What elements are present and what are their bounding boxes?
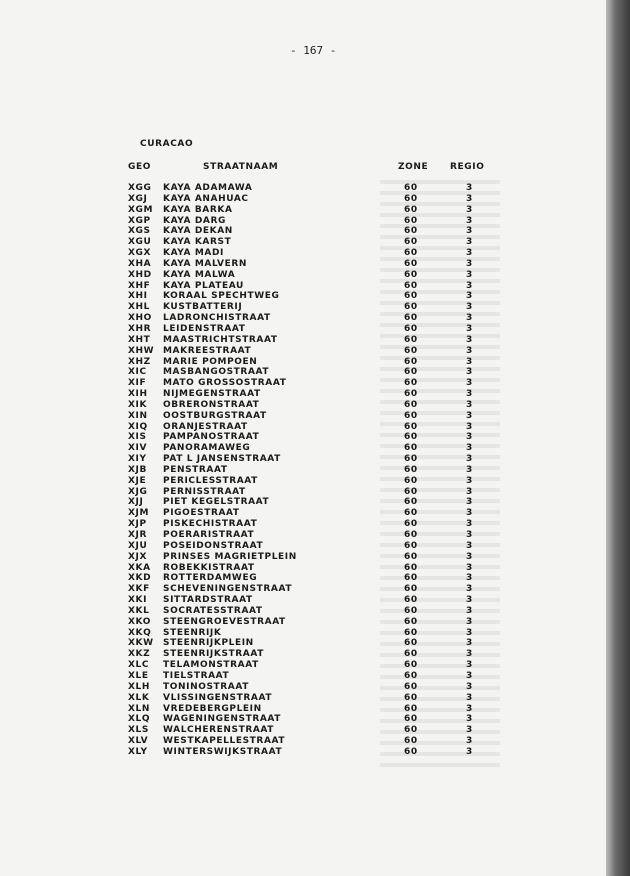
zone: 60 [404, 649, 418, 660]
street-name: VREDEBERGPLEIN [163, 703, 262, 714]
geo-code: XIC [128, 367, 147, 378]
zone: 60 [404, 627, 418, 638]
regio: 3 [466, 681, 473, 692]
street-name: TIELSTRAAT [163, 670, 230, 681]
regio: 3 [466, 378, 473, 389]
regio: 3 [466, 443, 473, 454]
geo-code: XHL [128, 302, 151, 313]
zone: 60 [404, 464, 418, 475]
geo-code: XLK [128, 692, 150, 703]
geo-code: XJP [128, 519, 147, 530]
table-row [0, 378, 600, 389]
street-name: MASBANGOSTRAAT [163, 367, 270, 378]
geo-code: XJM [128, 508, 150, 519]
regio: 3 [466, 519, 473, 530]
street-name: ROTTERDAMWEG [163, 573, 258, 584]
zone: 60 [404, 670, 418, 681]
regio: 3 [466, 573, 473, 584]
geo-code: XIV [128, 443, 148, 454]
regio: 3 [466, 736, 473, 747]
zone: 60 [404, 660, 418, 671]
zone: 60 [404, 725, 418, 736]
table-row [0, 671, 600, 682]
geo-code: XHT [128, 334, 151, 345]
table-row [0, 693, 600, 704]
street-name: OBRERONSTRAAT [163, 399, 260, 410]
zone: 60 [404, 399, 418, 410]
geo-code: XHI [128, 291, 148, 302]
street-name: WESTKAPELLESTRAAT [163, 736, 286, 747]
street-name: KAYA ANAHUAC [163, 193, 249, 204]
geo-code: XHZ [128, 356, 151, 367]
regio: 3 [466, 389, 473, 400]
zone: 60 [404, 616, 418, 627]
street-name: STEENRIJKPLEIN [163, 638, 254, 649]
zone: 60 [404, 269, 418, 280]
regio: 3 [466, 313, 473, 324]
regio: 3 [466, 703, 473, 714]
geo-code: XJX [128, 551, 148, 562]
geo-code: XKO [128, 616, 151, 627]
zone: 60 [404, 378, 418, 389]
page-number: - 167 - [290, 44, 337, 57]
street-name: KUSTBATTERIJ [163, 302, 243, 313]
geo-code: XHR [128, 323, 152, 334]
regio: 3 [466, 584, 473, 595]
zone: 60 [404, 302, 418, 313]
street-name: KAYA DEKAN [163, 226, 233, 237]
street-name: MAASTRICHTSTRAAT [163, 334, 278, 345]
street-name: KAYA BARKA [163, 204, 233, 215]
zone: 60 [404, 681, 418, 692]
table-row [0, 205, 600, 216]
regio: 3 [466, 269, 473, 280]
regio: 3 [466, 660, 473, 671]
table-row [0, 335, 600, 346]
regio: 3 [466, 475, 473, 486]
regio: 3 [466, 280, 473, 291]
table-row [0, 216, 600, 227]
street-name: PISKECHISTRAAT [163, 519, 258, 530]
street-name: KAYA MALWA [163, 269, 236, 280]
geo-code: XGJ [128, 193, 148, 204]
zone: 60 [404, 280, 418, 291]
geo-code: XLC [128, 660, 150, 671]
table-row [0, 476, 600, 487]
geo-code: XIN [128, 410, 148, 421]
zone: 60 [404, 291, 418, 302]
regio: 3 [466, 432, 473, 443]
geo-code: XGP [128, 215, 151, 226]
street-name: KAYA ADAMAWA [163, 183, 253, 193]
zone: 60 [404, 389, 418, 400]
regio: 3 [466, 226, 473, 237]
geo-code: XGM [128, 204, 154, 215]
street-name: KAYA MADI [163, 248, 224, 259]
table-row [0, 519, 600, 530]
street-name: PERICLESSTRAAT [163, 475, 258, 486]
geo-code: XJU [128, 540, 148, 551]
table-row [0, 628, 600, 639]
table-row [0, 595, 600, 606]
regio: 3 [466, 356, 473, 367]
geo-code: XHD [128, 269, 152, 280]
table-row [0, 291, 600, 302]
street-name: OOSTBURGSTRAAT [163, 410, 267, 421]
street-name: VLISSINGENSTRAAT [163, 692, 273, 703]
table-row [0, 541, 600, 552]
table-row [0, 617, 600, 628]
section-title: CURACAO [140, 139, 194, 149]
geo-code: XLH [128, 681, 151, 692]
regio: 3 [466, 595, 473, 606]
geo-code: XKQ [128, 627, 152, 638]
zone: 60 [404, 454, 418, 465]
geo-code: XKL [128, 605, 150, 616]
street-name: KAYA KARST [163, 237, 232, 248]
regio: 3 [466, 692, 473, 703]
regio: 3 [466, 302, 473, 313]
zone: 60 [404, 486, 418, 497]
table-row [0, 638, 600, 649]
regio: 3 [466, 421, 473, 432]
regio: 3 [466, 183, 473, 193]
street-name: TONINOSTRAAT [163, 681, 249, 692]
street-name: SCHEVENINGENSTRAAT [163, 584, 293, 595]
regio: 3 [466, 562, 473, 573]
street-name: ORANJESTRAAT [163, 421, 248, 432]
table-row [0, 226, 600, 237]
geo-code: XLS [128, 725, 149, 736]
geo-code: XJE [128, 475, 147, 486]
zone: 60 [404, 584, 418, 595]
regio: 3 [466, 464, 473, 475]
regio: 3 [466, 497, 473, 508]
street-name: PAMPANOSTRAAT [163, 432, 260, 443]
regio: 3 [466, 215, 473, 226]
zone: 60 [404, 443, 418, 454]
geo-code: XLY [128, 746, 148, 757]
zone: 60 [404, 410, 418, 421]
table-row [0, 313, 600, 324]
geo-code: XLQ [128, 714, 151, 725]
street-name: KAYA PLATEAU [163, 280, 244, 291]
street-name: MARIE POMPOEN [163, 356, 258, 367]
street-name: PIET KEGELSTRAAT [163, 497, 270, 508]
zone: 60 [404, 508, 418, 519]
header-regio: REGIO [450, 162, 485, 172]
zone: 60 [404, 703, 418, 714]
geo-code: XHA [128, 258, 152, 269]
street-name: POERARISTRAAT [163, 530, 255, 540]
table-row [0, 747, 600, 758]
zone: 60 [404, 540, 418, 551]
regio: 3 [466, 454, 473, 465]
street-name: KORAAL SPECHTWEG [163, 291, 280, 302]
zone: 60 [404, 595, 418, 606]
geo-code: XGX [128, 248, 152, 259]
zone: 60 [404, 475, 418, 486]
regio: 3 [466, 193, 473, 204]
table-row [0, 487, 600, 498]
table-row [0, 237, 600, 248]
regio: 3 [466, 367, 473, 378]
geo-code: XLN [128, 703, 151, 714]
geo-code: XKW [128, 638, 154, 649]
regio: 3 [466, 530, 473, 540]
regio: 3 [466, 410, 473, 421]
regio: 3 [466, 291, 473, 302]
geo-code: XKZ [128, 649, 151, 660]
zone: 60 [404, 367, 418, 378]
zone: 60 [404, 519, 418, 530]
street-name: MAKREESTRAAT [163, 345, 252, 356]
table-row [0, 183, 600, 194]
header-geo: GEO [128, 162, 151, 172]
geo-code: XLV [128, 736, 149, 747]
geo-code: XKA [128, 562, 151, 573]
geo-code: XKF [128, 584, 150, 595]
geo-code: XIY [128, 454, 147, 465]
street-name: PERNISSTRAAT [163, 486, 246, 497]
geo-code: XHW [128, 345, 155, 356]
zone: 60 [404, 323, 418, 334]
street-name: PIGOESTRAAT [163, 508, 240, 519]
street-name: PANORAMAWEG [163, 443, 251, 454]
street-name: PRINSES MAGRIETPLEIN [163, 551, 297, 562]
zone: 60 [404, 237, 418, 248]
regio: 3 [466, 334, 473, 345]
zone: 60 [404, 183, 418, 193]
table-row [0, 400, 600, 411]
geo-code: XGU [128, 237, 152, 248]
street-name: LEIDENSTRAAT [163, 323, 246, 334]
street-name: WINTERSWIJKSTRAAT [163, 746, 283, 757]
street-name: WAGENINGENSTRAAT [163, 714, 282, 725]
geo-code: XJB [128, 464, 147, 475]
table-row [0, 714, 600, 725]
regio: 3 [466, 345, 473, 356]
geo-code: XIS [128, 432, 147, 443]
zone: 60 [404, 226, 418, 237]
table-row [0, 725, 600, 736]
table-row [0, 649, 600, 660]
zone: 60 [404, 334, 418, 345]
geo-code: XIH [128, 389, 148, 400]
header-street: STRAATNAAM [203, 162, 279, 172]
book-gutter [606, 0, 630, 876]
geo-code: XIQ [128, 421, 148, 432]
street-name: PAT L JANSENSTRAAT [163, 454, 281, 465]
zone: 60 [404, 638, 418, 649]
geo-code: XIK [128, 399, 148, 410]
regio: 3 [466, 616, 473, 627]
table-row [0, 432, 600, 443]
geo-code: XGG [128, 183, 152, 193]
zone: 60 [404, 562, 418, 573]
zone: 60 [404, 530, 418, 540]
table-row [0, 454, 600, 465]
geo-code: XJG [128, 486, 148, 497]
table-row [0, 367, 600, 378]
geo-code: XLE [128, 670, 149, 681]
header-zone: ZONE [398, 162, 429, 172]
zone: 60 [404, 736, 418, 747]
zone: 60 [404, 215, 418, 226]
table-row [0, 606, 600, 617]
street-table [0, 183, 600, 758]
table-row [0, 302, 600, 313]
table-row [0, 508, 600, 519]
street-name: KAYA MALVERN [163, 258, 248, 269]
zone: 60 [404, 421, 418, 432]
geo-code: XJJ [128, 497, 144, 508]
geo-code: XHF [128, 280, 151, 291]
table-row [0, 552, 600, 563]
regio: 3 [466, 399, 473, 410]
table-row [0, 281, 600, 292]
regio: 3 [466, 627, 473, 638]
geo-code: XIF [128, 378, 147, 389]
street-name: MATO GROSSOSTRAAT [163, 378, 287, 389]
regio: 3 [466, 237, 473, 248]
street-name: LADRONCHISTRAAT [163, 313, 271, 324]
table-row [0, 530, 600, 541]
zone: 60 [404, 714, 418, 725]
table-row [0, 465, 600, 476]
zone: 60 [404, 193, 418, 204]
street-name: NIJMEGENSTRAAT [163, 389, 261, 400]
table-row [0, 324, 600, 335]
table-row [0, 346, 600, 357]
regio: 3 [466, 725, 473, 736]
table-row [0, 259, 600, 270]
zone: 60 [404, 605, 418, 616]
street-name: STEENGROEVESTRAAT [163, 616, 286, 627]
table-row [0, 736, 600, 747]
regio: 3 [466, 605, 473, 616]
zone: 60 [404, 313, 418, 324]
zone: 60 [404, 746, 418, 757]
street-name: KAYA DARG [163, 215, 226, 226]
zone: 60 [404, 432, 418, 443]
table-row [0, 270, 600, 281]
table-row [0, 660, 600, 671]
regio: 3 [466, 486, 473, 497]
street-name: SITTARDSTRAAT [163, 595, 253, 606]
zone: 60 [404, 573, 418, 584]
table-row [0, 563, 600, 574]
zone: 60 [404, 551, 418, 562]
table-row [0, 497, 600, 508]
zone: 60 [404, 497, 418, 508]
regio: 3 [466, 649, 473, 660]
regio: 3 [466, 551, 473, 562]
table-row [0, 682, 600, 693]
zone: 60 [404, 204, 418, 215]
regio: 3 [466, 670, 473, 681]
table-row [0, 443, 600, 454]
zone: 60 [404, 345, 418, 356]
table-row [0, 584, 600, 595]
street-name: STEENRIJKSTRAAT [163, 649, 264, 660]
street-name: ROBEKKISTRAAT [163, 562, 255, 573]
regio: 3 [466, 508, 473, 519]
geo-code: XHO [128, 313, 152, 324]
geo-code: XKD [128, 573, 152, 584]
regio: 3 [466, 258, 473, 269]
zone: 60 [404, 258, 418, 269]
table-row [0, 704, 600, 715]
table-row [0, 422, 600, 433]
geo-code: XKI [128, 595, 148, 606]
regio: 3 [466, 638, 473, 649]
street-name: STEENRIJK [163, 627, 222, 638]
zone: 60 [404, 356, 418, 367]
regio: 3 [466, 248, 473, 259]
street-name: PENSTRAAT [163, 464, 228, 475]
geo-code: XGS [128, 226, 151, 237]
table-row [0, 357, 600, 368]
regio: 3 [466, 714, 473, 725]
geo-code: XJR [128, 530, 148, 540]
zone: 60 [404, 248, 418, 259]
zone: 60 [404, 692, 418, 703]
regio: 3 [466, 323, 473, 334]
table-row [0, 573, 600, 584]
table-row [0, 194, 600, 205]
street-name: TELAMONSTRAAT [163, 660, 259, 671]
table-row [0, 389, 600, 400]
regio: 3 [466, 746, 473, 757]
regio: 3 [466, 204, 473, 215]
street-name: WALCHERENSTRAAT [163, 725, 275, 736]
table-row [0, 411, 600, 422]
table-row [0, 248, 600, 259]
regio: 3 [466, 540, 473, 551]
street-name: POSEIDONSTRAAT [163, 540, 264, 551]
street-name: SOCRATESSTRAAT [163, 605, 263, 616]
